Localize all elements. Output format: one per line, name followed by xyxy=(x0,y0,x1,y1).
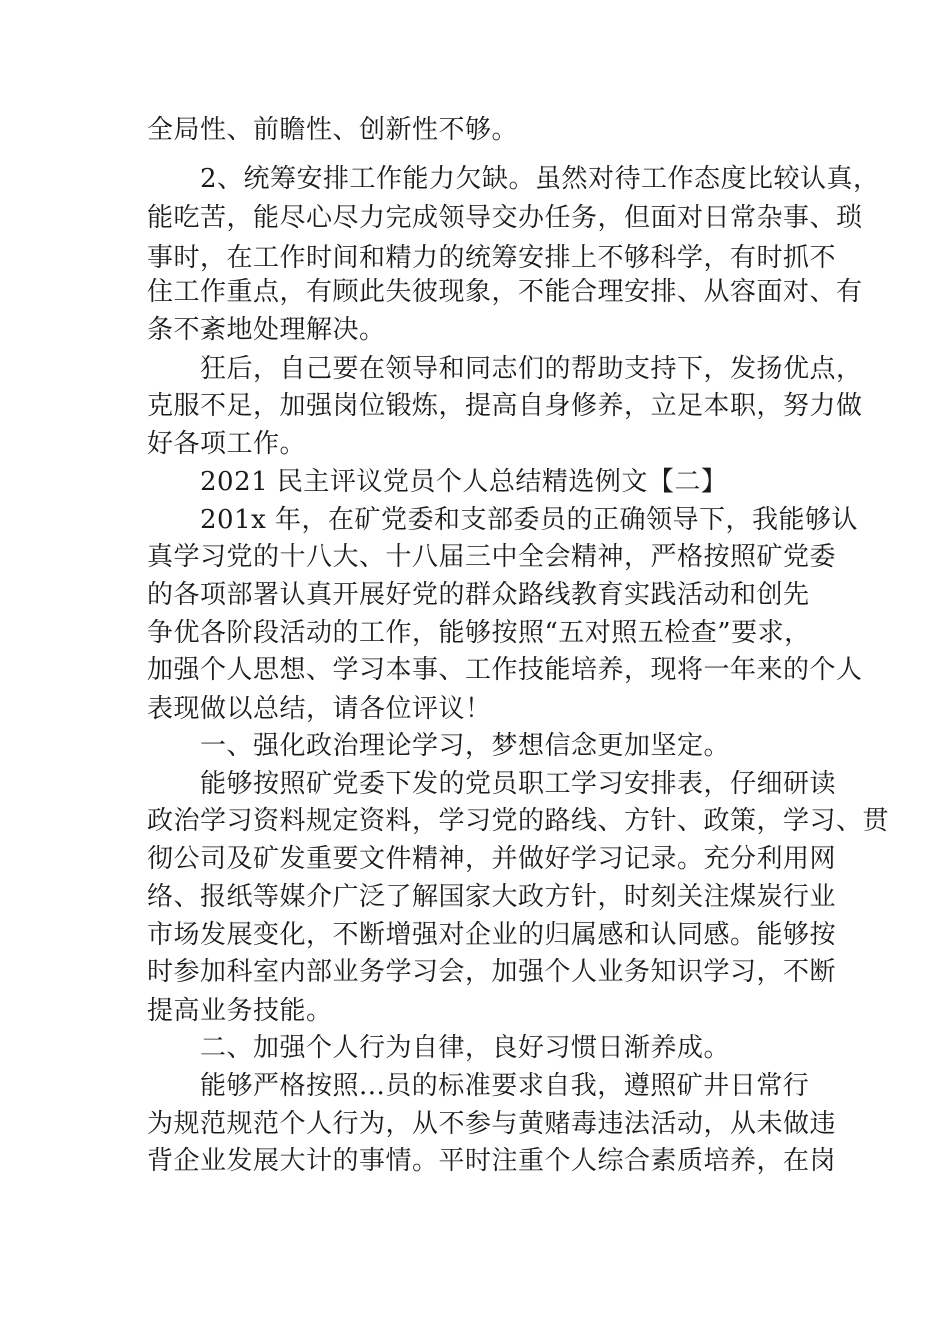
text-line: 住工作重点，有顾此失彼现象，不能合理安排、从容面对、有 xyxy=(147,277,863,307)
text-line: 好各项工作。 xyxy=(147,429,307,459)
text-line: 真学习党的十八大、十八届三中全会精神，严格按照矿党委 xyxy=(147,542,837,572)
text-line: 狂后，自己要在领导和同志们的帮助支持下，发扬优点， xyxy=(200,354,863,384)
section-heading: 一、强化政治理论学习，梦想信念更加坚定。 xyxy=(200,731,731,761)
text-line: 政治学习资料规定资料，学习党的路线、方针、政策，学习、贯 xyxy=(147,806,890,836)
section-heading: 二、加强个人行为自律，良好习惯日渐养成。 xyxy=(200,1033,731,1063)
section-heading: 2021 民主评议党员个人总结精选例文【二】 xyxy=(200,467,728,497)
text-line: 市场发展变化，不断增强对企业的归属感和认同感。能够按 xyxy=(147,920,837,950)
text-line: 时参加科室内部业务学习会，加强个人业务知识学习，不断 xyxy=(147,957,837,987)
text-line: 能吃苦，能尽心尽力完成领导交办任务，但面对日常杂事、琐 xyxy=(147,203,863,233)
text-line: 加强个人思想、学习本事、工作技能培养，现将一年来的个人 xyxy=(147,655,863,685)
text-line: 条不紊地处理解决。 xyxy=(147,315,386,345)
text-line: 提高业务技能。 xyxy=(147,996,333,1026)
text-line: 络、报纸等媒介广泛了解国家大政方针，时刻关注煤炭行业 xyxy=(147,882,837,912)
text-line: 201x 年，在矿党委和支部委员的正确领导下，我能够认 xyxy=(200,505,859,535)
text-line: 的各项部署认真开展好党的群众路线教育实践活动和创先 xyxy=(147,580,810,610)
text-line: 能够严格按照...员的标准要求自我，遵照矿井日常行 xyxy=(200,1071,810,1101)
text-line: 2、统筹安排工作能力欠缺。虽然对待工作态度比较认真， xyxy=(200,164,880,194)
text-line: 克服不足，加强岗位锻炼，提高自身修养，立足本职，努力做 xyxy=(147,391,863,421)
text-line: 背企业发展大计的事情。平时注重个人综合素质培养，在岗 xyxy=(147,1146,837,1176)
text-line: 事时，在工作时间和精力的统筹安排上不够科学，有时抓不 xyxy=(147,243,837,273)
text-line: 能够按照矿党委下发的党员职工学习安排表，仔细研读 xyxy=(200,769,837,799)
text-line: 彻公司及矿发重要文件精神，并做好学习记录。充分利用网 xyxy=(147,844,837,874)
text-line: 全局性、前瞻性、创新性不够。 xyxy=(147,115,519,145)
text-line: 为规范规范个人行为，从不参与黄赌毒违法活动，从未做违 xyxy=(147,1109,837,1139)
text-line: 表现做以总结，请各位评议！ xyxy=(147,694,492,724)
text-line: 争优各阶段活动的工作，能够按照“五对照五检查”要求， xyxy=(147,618,811,648)
